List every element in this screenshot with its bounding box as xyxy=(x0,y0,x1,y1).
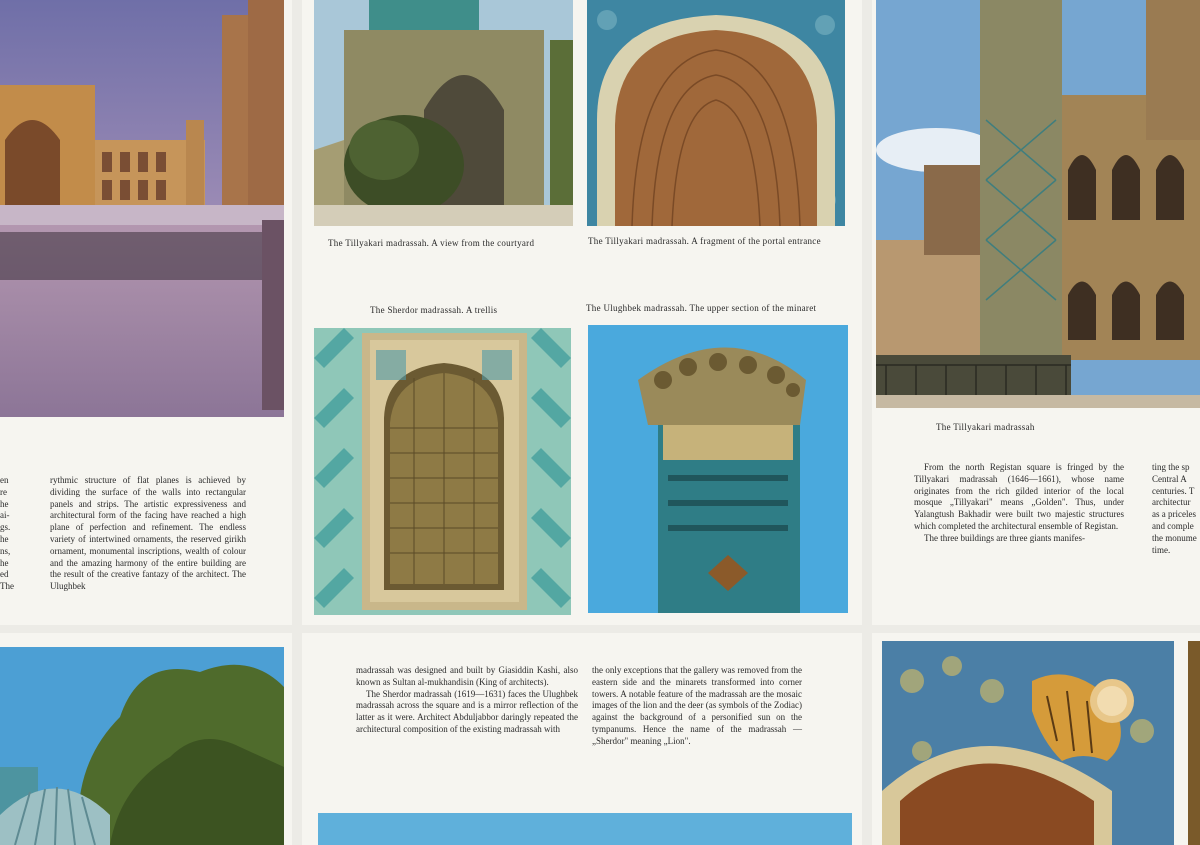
middle-bottom-panel xyxy=(302,633,862,845)
bottom-sky-strip xyxy=(318,813,852,845)
middle-text-col2: the only exceptions that the gallery was removed from the eastern side and the minarets transformed into corner towers. A notable feature of the madrassah are the mosaic images of the lion and the deer (as symbols of the Zodiac) against the background of a personified sun on the tympanums. Hence the name of the madrassah — „Sherdor" meaning „Lion". xyxy=(592,665,802,746)
middle-top-panel xyxy=(302,0,862,625)
left-top-panel xyxy=(0,0,292,625)
caption-tillyakari-courtyard: The Tillyakari madrassah. A view from the courtyard xyxy=(328,238,535,248)
right-text-fragment: ting the sp Central A centuries. T architectur as a priceles and comple the monume time. xyxy=(1152,462,1197,555)
right-edge-strip xyxy=(1188,641,1200,845)
left-body-text: rythmic structure of flat planes is achieved by dividing the surface of the walls into rectangular panels and strips. The artistic expressiveness and architectural form of the facing have reached a high plane of perfection and refinement. The endless variety of intertwined ornaments, the reserved girikh ornament, monumental inscriptions, wealth of colour and the amazing harmony of the entire building are the result of the creative fantazy of the architect. The Ulughbek xyxy=(50,475,246,592)
dome-and-tree-photo xyxy=(0,647,284,845)
right-body-text: From the north Registan square is fringed by the Tillyakari madrassah (1646—1661), whose name originates from the rich gilded interior of the local mosque „Tillyakari" means „Golden". Thus, under Yalangtush Bakhadir were built two majestic structures which completed the architectural ensemble of Registan. The three buildings are three giants manifes- xyxy=(914,462,1124,543)
tillyakari-courtyard-photo xyxy=(314,0,573,226)
right-top-panel xyxy=(872,0,1200,625)
ulughbek-minaret-photo xyxy=(588,325,848,613)
right-bottom-panel xyxy=(872,633,1200,845)
caption-ulughbek-minaret: The Ulughbek madrassah. The upper section of the minaret xyxy=(586,303,817,313)
middle-text-col1: madrassah was designed and built by Giasiddin Kashi, also known as Sultan al-mukhandisin (King of architects). The Sherdor madrassah (1619—1631) faces the Ulughbek madrassah across the square and is a mirror reflection of the latter as it were. Architect Abduljabbor daringly repeated the architectural composition of the existing madrassah with xyxy=(356,665,578,734)
tillyakari-portal-photo xyxy=(587,0,845,226)
caption-tillyakari-portal: The Tillyakari madrassah. A fragment of the portal entrance xyxy=(588,236,821,246)
left-text-fragment: en re he ai- gs. he ns, he ed The xyxy=(0,475,14,592)
registan-square-photo xyxy=(0,0,284,417)
left-bottom-panel xyxy=(0,633,292,845)
caption-sherdor-trellis: The Sherdor madrassah. A trellis xyxy=(370,305,498,315)
sherdor-trellis-photo xyxy=(314,328,571,615)
sherdor-lion-mosaic-photo xyxy=(882,641,1174,845)
tillyakari-madrassah-photo xyxy=(876,0,1200,408)
caption-tillyakari: The Tillyakari madrassah xyxy=(936,422,1035,432)
